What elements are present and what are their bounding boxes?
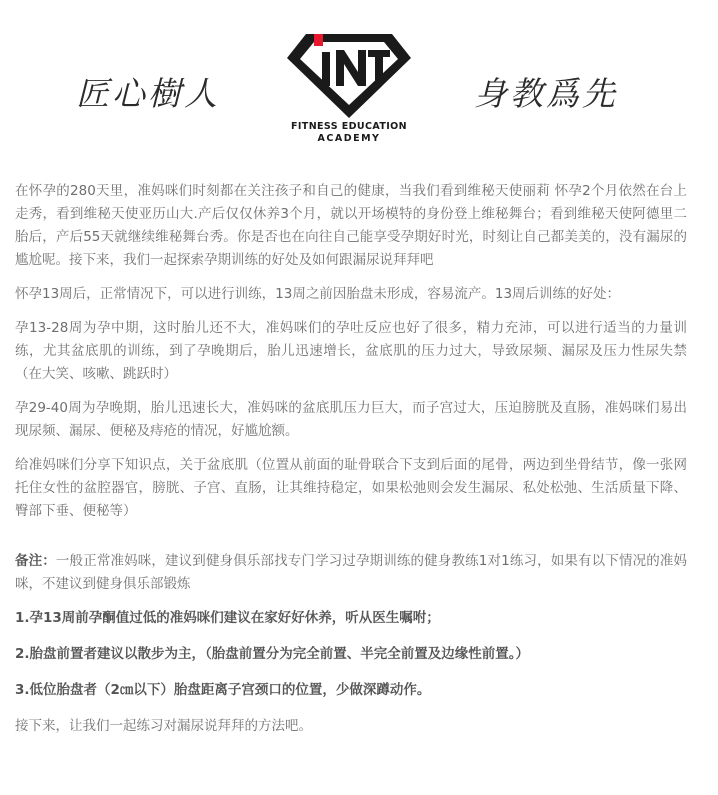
note-paragraph [15, 550, 687, 596]
week13-paragraph: 怀孕13周后，正常情况下，可以进行训练，13周之前因胎盘未形成，容易流产。13周后训练的好处： [15, 286, 621, 302]
late-pregnancy-paragraph: 孕29-40周为孕晚期，胎儿迅速长大，准妈咪的盆底肌压力巨大，而子宫过大，压迫膀胱及直肠，准妈咪们易出现尿频、漏尿、便秘及痔疮的情况，好尴尬额。 [15, 400, 687, 439]
pelvic-floor-paragraph: 给准妈咪们分享下知识点，关于盆底肌（位置从前面的耻骨联合下支到后面的尾骨，两边到坐骨结节，像一张网托住女性的盆腔器官，膀胱、子宫、直肠，让其维持稳定，如果松弛则会发生漏尿、私处松弛、生活质量下降、臀部下垂、便秘等） [15, 457, 687, 519]
note-label: 备注： [15, 553, 56, 569]
note-text: 一般正常准妈咪，建议到健身俱乐部找专门学习过孕期训练的健身教练1对1练习，如果有以下情况的准妈咪，不建议到健身俱乐部锻炼 [15, 553, 687, 592]
logo-text-line2: ACADEMY [317, 133, 381, 144]
header-banner [0, 0, 718, 160]
closing-paragraph: 接下来，让我们一起练习对漏尿说拜拜的方法吧。 [15, 718, 312, 734]
article-body [15, 180, 687, 749]
warning-item-3: 3.低位胎盘者（2㎝以下）胎盘距离子宫颈口的位置，少做深蹲动作。 [15, 682, 431, 698]
academy-logo [284, 28, 414, 154]
diamond-logo-icon [284, 28, 414, 120]
logo-text-line1: FITNESS EDUCATION [290, 121, 408, 132]
warning-item-2: 2.胎盘前置者建议以散步为主，（胎盘前置分为完全前置、半完全前置及边缘性前置。） [15, 646, 530, 662]
slogan-left: 匠心樹人 [76, 74, 220, 113]
warning-item-1: 1.孕13周前孕酮值过低的准妈咪们建议在家好好休养，听从医生嘱咐； [15, 610, 440, 626]
slogan-right: 身教爲先 [474, 74, 618, 113]
intro-paragraph: 在怀孕的280天里，准妈咪们时刻都在关注孩子和自己的健康，当我们看到维秘天使丽莉 怀孕2个月依然在台上走秀，看到维秘天使亚历山大.产后仅仅休养3个月，就以开场模特的身份登上维秘舞台；看到维秘天使阿德里二胎后，产后55天就继续维秘舞台秀。你是否也在向往自己能享受孕期好时光，时刻让自己都美美的，没有漏尿的尴尬呢。接下来，我们一起探索孕期训练的好处及如何跟漏尿说拜拜吧 [15, 183, 687, 268]
mid-pregnancy-paragraph: 孕13-28周为孕中期，这时胎儿还不大，准妈咪们的孕吐反应也好了很多，精力充沛，可以进行适当的力量训练，尤其盆底肌的训练，到了孕晚期后，胎儿迅速增长，盆底肌的压力过大，导致尿频、漏尿及压力性尿失禁（在大笑、咳嗽、跳跃时） [15, 320, 687, 382]
